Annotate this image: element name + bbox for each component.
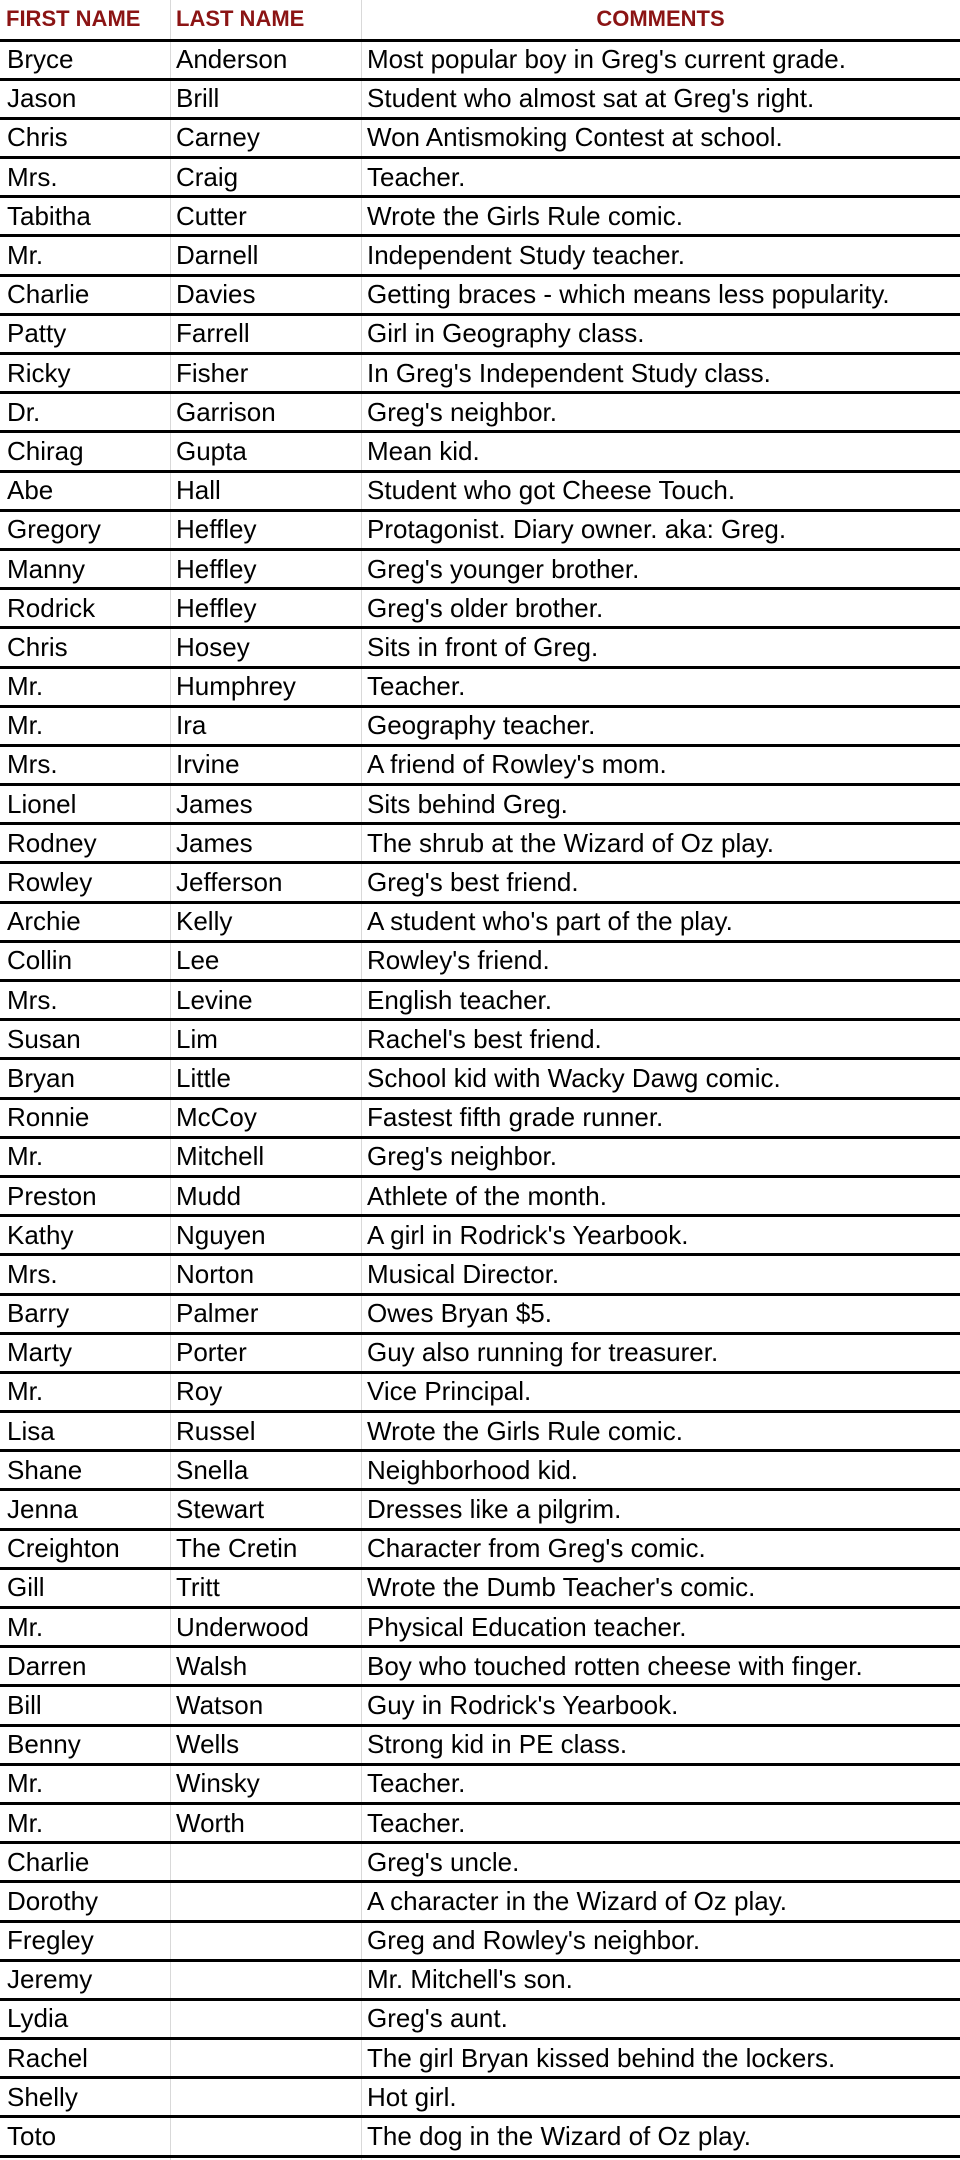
cell-first-name[interactable]: Chris bbox=[0, 628, 170, 667]
cell-comment[interactable]: Mr. Mitchell's son. bbox=[361, 1960, 960, 1999]
table-row bbox=[0, 1686, 960, 1725]
cell-last-name[interactable]: Levine bbox=[170, 981, 361, 1020]
table-row bbox=[0, 628, 960, 667]
cell-last-name[interactable]: Fisher bbox=[170, 354, 361, 393]
cell-first-name[interactable]: Mr. bbox=[0, 1803, 170, 1842]
cell-first-name[interactable]: Archie bbox=[0, 902, 170, 941]
cell-comment[interactable]: The dog in the Wizard of Oz play. bbox=[361, 2117, 960, 2156]
cell-comment[interactable]: Character from Greg's comic. bbox=[361, 1529, 960, 1568]
cell-first-name[interactable]: Benny bbox=[0, 1725, 170, 1764]
table-row bbox=[0, 1999, 960, 2038]
table-row bbox=[0, 1608, 960, 1647]
cell-first-name[interactable]: Shelly bbox=[0, 2078, 170, 2117]
cell-last-name[interactable]: Mitchell bbox=[170, 1137, 361, 1176]
cell-comment[interactable]: A character in the Wizard of Oz play. bbox=[361, 1882, 960, 1921]
header-row bbox=[0, 0, 960, 40]
cell-comment[interactable]: In Greg's Independent Study class. bbox=[361, 354, 960, 393]
cell-last-name[interactable]: Watson bbox=[170, 1686, 361, 1725]
table-row bbox=[0, 1960, 960, 1999]
cell-last-name[interactable]: Porter bbox=[170, 1333, 361, 1372]
cell-first-name[interactable]: Bryce bbox=[0, 40, 170, 79]
cell-comment[interactable]: Greg's uncle. bbox=[361, 1843, 960, 1882]
cell-last-name[interactable]: Lee bbox=[170, 941, 361, 980]
table-row bbox=[0, 1725, 960, 1764]
table-row bbox=[0, 79, 960, 118]
cell-last-name[interactable]: Underwood bbox=[170, 1608, 361, 1647]
cell-comment[interactable]: Student who got Cheese Touch. bbox=[361, 471, 960, 510]
cell-first-name[interactable]: Patty bbox=[0, 314, 170, 353]
cell-last-name[interactable]: Darnell bbox=[170, 236, 361, 275]
cell-last-name[interactable]: Cutter bbox=[170, 197, 361, 236]
cell-last-name[interactable]: Gupta bbox=[170, 432, 361, 471]
cell-comment[interactable]: Getting braces - which means less popularity. bbox=[361, 275, 960, 314]
table-row bbox=[0, 1921, 960, 1960]
cell-first-name[interactable]: Lydia bbox=[0, 1999, 170, 2038]
cell-last-name[interactable] bbox=[170, 2078, 361, 2117]
cell-first-name[interactable]: Darren bbox=[0, 1647, 170, 1686]
cell-comment[interactable]: Won Antismoking Contest at school. bbox=[361, 118, 960, 157]
cell-last-name[interactable]: Hosey bbox=[170, 628, 361, 667]
table-row bbox=[0, 197, 960, 236]
table-row bbox=[0, 824, 960, 863]
cell-comment[interactable]: Sits behind Greg. bbox=[361, 785, 960, 824]
cell-last-name[interactable]: Heffley bbox=[170, 549, 361, 588]
cell-comment[interactable]: Wrote the Girls Rule comic. bbox=[361, 197, 960, 236]
cell-comment[interactable]: Greg's neighbor. bbox=[361, 1137, 960, 1176]
table-row bbox=[0, 1020, 960, 1059]
cell-last-name[interactable]: Russel bbox=[170, 1412, 361, 1451]
cell-last-name[interactable]: Snella bbox=[170, 1451, 361, 1490]
table-row bbox=[0, 236, 960, 275]
cell-first-name[interactable]: Gill bbox=[0, 1568, 170, 1607]
cell-comment[interactable]: Girl in Geography class. bbox=[361, 314, 960, 353]
cell-last-name[interactable] bbox=[170, 1921, 361, 1960]
cell-comment[interactable]: Teacher. bbox=[361, 158, 960, 197]
table-row bbox=[0, 1059, 960, 1098]
cell-last-name[interactable]: Heffley bbox=[170, 510, 361, 549]
cell-first-name[interactable]: Rowley bbox=[0, 863, 170, 902]
table-row bbox=[0, 706, 960, 745]
cell-comment[interactable]: Owes Bryan $5. bbox=[361, 1294, 960, 1333]
cell-comment[interactable]: Teacher. bbox=[361, 1764, 960, 1803]
table-row bbox=[0, 2039, 960, 2078]
cell-first-name[interactable]: Bryan bbox=[0, 1059, 170, 1098]
cell-last-name[interactable] bbox=[170, 1843, 361, 1882]
cell-comment[interactable]: Teacher. bbox=[361, 1803, 960, 1842]
cell-first-name[interactable]: Mr. bbox=[0, 236, 170, 275]
cell-comment[interactable]: Greg's aunt. bbox=[361, 1999, 960, 2038]
table-row bbox=[0, 275, 960, 314]
table-row bbox=[0, 589, 960, 628]
cell-first-name[interactable]: Chirag bbox=[0, 432, 170, 471]
cell-first-name[interactable]: Shane bbox=[0, 1451, 170, 1490]
cell-last-name[interactable]: Palmer bbox=[170, 1294, 361, 1333]
table-row bbox=[0, 1803, 960, 1842]
cell-last-name[interactable]: Kelly bbox=[170, 902, 361, 941]
cell-last-name[interactable]: Walsh bbox=[170, 1647, 361, 1686]
table-row bbox=[0, 1529, 960, 1568]
cell-comment[interactable]: Boy who touched rotten cheese with finger. bbox=[361, 1647, 960, 1686]
cell-first-name[interactable]: Preston bbox=[0, 1176, 170, 1215]
cell-last-name[interactable]: James bbox=[170, 785, 361, 824]
cell-first-name[interactable]: Mr. bbox=[0, 667, 170, 706]
table-row bbox=[0, 1176, 960, 1215]
header-last-name[interactable]: LAST NAME bbox=[170, 0, 361, 40]
cell-last-name[interactable]: Tritt bbox=[170, 1568, 361, 1607]
cell-comment[interactable]: Fastest fifth grade runner. bbox=[361, 1098, 960, 1137]
cell-comment[interactable]: Independent Study teacher. bbox=[361, 236, 960, 275]
table-row bbox=[0, 118, 960, 157]
cell-comment[interactable]: Musical Director. bbox=[361, 1255, 960, 1294]
cell-last-name[interactable] bbox=[170, 1960, 361, 1999]
cell-comment[interactable]: The girl Bryan kissed behind the lockers. bbox=[361, 2039, 960, 2078]
cell-last-name[interactable]: Brill bbox=[170, 79, 361, 118]
cell-last-name[interactable]: Norton bbox=[170, 1255, 361, 1294]
table-row bbox=[0, 1372, 960, 1411]
cell-first-name[interactable]: Mr. bbox=[0, 706, 170, 745]
cell-first-name[interactable]: Creighton bbox=[0, 1529, 170, 1568]
cell-comment[interactable]: Mean kid. bbox=[361, 432, 960, 471]
cell-first-name[interactable]: Charlie bbox=[0, 1843, 170, 1882]
cell-first-name[interactable]: Ronnie bbox=[0, 1098, 170, 1137]
cell-first-name[interactable]: Rodney bbox=[0, 824, 170, 863]
header-first-name[interactable]: FIRST NAME bbox=[0, 0, 170, 40]
table-row bbox=[0, 1568, 960, 1607]
cell-first-name[interactable]: Rodrick bbox=[0, 589, 170, 628]
cell-comment[interactable]: Rowley's friend. bbox=[361, 941, 960, 980]
table-row bbox=[0, 1882, 960, 1921]
table-row bbox=[0, 354, 960, 393]
table-row bbox=[0, 1216, 960, 1255]
cell-first-name[interactable]: Mr. bbox=[0, 1372, 170, 1411]
cell-comment[interactable]: School kid with Wacky Dawg comic. bbox=[361, 1059, 960, 1098]
cell-first-name[interactable]: Mrs. bbox=[0, 745, 170, 784]
cell-comment[interactable]: Strong kid in PE class. bbox=[361, 1725, 960, 1764]
table-row bbox=[0, 667, 960, 706]
table-row bbox=[0, 1137, 960, 1176]
cell-first-name[interactable]: Abe bbox=[0, 471, 170, 510]
cell-first-name[interactable]: Mrs. bbox=[0, 981, 170, 1020]
cell-last-name[interactable] bbox=[170, 2117, 361, 2156]
table-row bbox=[0, 785, 960, 824]
cell-first-name[interactable]: Collin bbox=[0, 941, 170, 980]
cell-first-name[interactable]: Lionel bbox=[0, 785, 170, 824]
cell-last-name[interactable]: Humphrey bbox=[170, 667, 361, 706]
table-row bbox=[0, 1294, 960, 1333]
table-header bbox=[0, 0, 960, 40]
cell-last-name[interactable]: Garrison bbox=[170, 393, 361, 432]
table-row bbox=[0, 745, 960, 784]
table-row bbox=[0, 981, 960, 1020]
table-row bbox=[0, 471, 960, 510]
cell-first-name[interactable]: Fregley bbox=[0, 1921, 170, 1960]
cell-last-name[interactable]: Craig bbox=[170, 158, 361, 197]
cell-comment[interactable]: Greg and Rowley's neighbor. bbox=[361, 1921, 960, 1960]
table-body bbox=[0, 40, 960, 2156]
cell-comment[interactable]: Wrote the Girls Rule comic. bbox=[361, 1412, 960, 1451]
cell-comment[interactable]: A girl in Rodrick's Yearbook. bbox=[361, 1216, 960, 1255]
cell-first-name[interactable]: Mr. bbox=[0, 1764, 170, 1803]
cell-last-name[interactable]: Little bbox=[170, 1059, 361, 1098]
cell-first-name[interactable]: Rachel bbox=[0, 2039, 170, 2078]
cell-comment[interactable]: Wrote the Dumb Teacher's comic. bbox=[361, 1568, 960, 1607]
cell-comment[interactable]: Guy also running for treasurer. bbox=[361, 1333, 960, 1372]
table-row bbox=[0, 393, 960, 432]
cell-comment[interactable]: The shrub at the Wizard of Oz play. bbox=[361, 824, 960, 863]
cell-last-name[interactable]: Farrell bbox=[170, 314, 361, 353]
cell-first-name[interactable]: Manny bbox=[0, 549, 170, 588]
cell-comment[interactable]: A student who's part of the play. bbox=[361, 902, 960, 941]
cell-last-name[interactable]: James bbox=[170, 824, 361, 863]
cell-last-name[interactable]: Winsky bbox=[170, 1764, 361, 1803]
cell-last-name[interactable]: Carney bbox=[170, 118, 361, 157]
table-row bbox=[0, 1843, 960, 1882]
cell-last-name[interactable]: Lim bbox=[170, 1020, 361, 1059]
table-row bbox=[0, 863, 960, 902]
cell-last-name[interactable] bbox=[170, 2039, 361, 2078]
cell-comment[interactable]: A friend of Rowley's mom. bbox=[361, 745, 960, 784]
cell-last-name[interactable]: Ira bbox=[170, 706, 361, 745]
cell-first-name[interactable]: Susan bbox=[0, 1020, 170, 1059]
table-row bbox=[0, 314, 960, 353]
cell-last-name[interactable]: Stewart bbox=[170, 1490, 361, 1529]
table-row bbox=[0, 510, 960, 549]
cell-comment[interactable]: English teacher. bbox=[361, 981, 960, 1020]
cell-last-name[interactable]: Worth bbox=[170, 1803, 361, 1842]
cell-comment[interactable]: Most popular boy in Greg's current grade. bbox=[361, 40, 960, 79]
table-row bbox=[0, 1451, 960, 1490]
table-row bbox=[0, 2078, 960, 2117]
cell-first-name[interactable]: Mr. bbox=[0, 1608, 170, 1647]
cell-comment[interactable]: Sits in front of Greg. bbox=[361, 628, 960, 667]
cell-last-name[interactable]: Mudd bbox=[170, 1176, 361, 1215]
cell-last-name[interactable] bbox=[170, 1999, 361, 2038]
table-row bbox=[0, 158, 960, 197]
table-row bbox=[0, 902, 960, 941]
cell-first-name[interactable]: Lisa bbox=[0, 1412, 170, 1451]
cell-first-name[interactable]: Marty bbox=[0, 1333, 170, 1372]
cell-comment[interactable]: Vice Principal. bbox=[361, 1372, 960, 1411]
cell-last-name[interactable]: Wells bbox=[170, 1725, 361, 1764]
cell-comment[interactable]: Greg's younger brother. bbox=[361, 549, 960, 588]
cell-comment[interactable]: Student who almost sat at Greg's right. bbox=[361, 79, 960, 118]
cell-first-name[interactable]: Bill bbox=[0, 1686, 170, 1725]
cell-last-name[interactable]: Irvine bbox=[170, 745, 361, 784]
table-row bbox=[0, 1412, 960, 1451]
table-row bbox=[0, 40, 960, 79]
cell-first-name[interactable]: Dorothy bbox=[0, 1882, 170, 1921]
cell-comment[interactable]: Greg's neighbor. bbox=[361, 393, 960, 432]
cell-last-name[interactable]: The Cretin bbox=[170, 1529, 361, 1568]
cell-comment[interactable]: Geography teacher. bbox=[361, 706, 960, 745]
cell-first-name[interactable]: Jeremy bbox=[0, 1960, 170, 1999]
cell-last-name[interactable]: Roy bbox=[170, 1372, 361, 1411]
table-row bbox=[0, 2117, 960, 2156]
cell-last-name[interactable]: Hall bbox=[170, 471, 361, 510]
cell-comment[interactable]: Neighborhood kid. bbox=[361, 1451, 960, 1490]
table-row bbox=[0, 432, 960, 471]
cell-comment[interactable]: Protagonist. Diary owner. aka: Greg. bbox=[361, 510, 960, 549]
cell-first-name[interactable]: Ricky bbox=[0, 354, 170, 393]
cell-comment[interactable]: Rachel's best friend. bbox=[361, 1020, 960, 1059]
cell-last-name[interactable] bbox=[170, 1882, 361, 1921]
cell-first-name[interactable]: Chris bbox=[0, 118, 170, 157]
cell-comment[interactable]: Teacher. bbox=[361, 667, 960, 706]
cell-comment[interactable]: Guy in Rodrick's Yearbook. bbox=[361, 1686, 960, 1725]
cell-first-name[interactable]: Gregory bbox=[0, 510, 170, 549]
cell-first-name[interactable]: Tabitha bbox=[0, 197, 170, 236]
table-row bbox=[0, 549, 960, 588]
header-comments[interactable]: COMMENTS bbox=[361, 0, 960, 40]
table-row bbox=[0, 1764, 960, 1803]
table-row bbox=[0, 1490, 960, 1529]
cell-first-name[interactable]: Barry bbox=[0, 1294, 170, 1333]
cell-first-name[interactable]: Jenna bbox=[0, 1490, 170, 1529]
cell-comment[interactable]: Dresses like a pilgrim. bbox=[361, 1490, 960, 1529]
cell-last-name[interactable]: Anderson bbox=[170, 40, 361, 79]
cell-last-name[interactable]: Davies bbox=[170, 275, 361, 314]
cell-first-name[interactable]: Mrs. bbox=[0, 1255, 170, 1294]
cell-last-name[interactable]: Heffley bbox=[170, 589, 361, 628]
cell-first-name[interactable]: Mrs. bbox=[0, 158, 170, 197]
cell-first-name[interactable]: Mr. bbox=[0, 1137, 170, 1176]
cell-last-name[interactable]: McCoy bbox=[170, 1098, 361, 1137]
table-row bbox=[0, 1098, 960, 1137]
cell-comment[interactable]: Greg's older brother. bbox=[361, 589, 960, 628]
cell-comment[interactable]: Greg's best friend. bbox=[361, 863, 960, 902]
cell-first-name[interactable]: Toto bbox=[0, 2117, 170, 2156]
cell-comment[interactable]: Athlete of the month. bbox=[361, 1176, 960, 1215]
cell-comment[interactable]: Physical Education teacher. bbox=[361, 1608, 960, 1647]
cell-last-name[interactable]: Jefferson bbox=[170, 863, 361, 902]
cell-first-name[interactable]: Jason bbox=[0, 79, 170, 118]
table-row bbox=[0, 1333, 960, 1372]
cell-last-name[interactable]: Nguyen bbox=[170, 1216, 361, 1255]
cell-first-name[interactable]: Charlie bbox=[0, 275, 170, 314]
cell-first-name[interactable]: Kathy bbox=[0, 1216, 170, 1255]
cell-comment[interactable]: Hot girl. bbox=[361, 2078, 960, 2117]
table-row bbox=[0, 1647, 960, 1686]
table-row bbox=[0, 1255, 960, 1294]
table-row bbox=[0, 941, 960, 980]
cell-first-name[interactable]: Dr. bbox=[0, 393, 170, 432]
